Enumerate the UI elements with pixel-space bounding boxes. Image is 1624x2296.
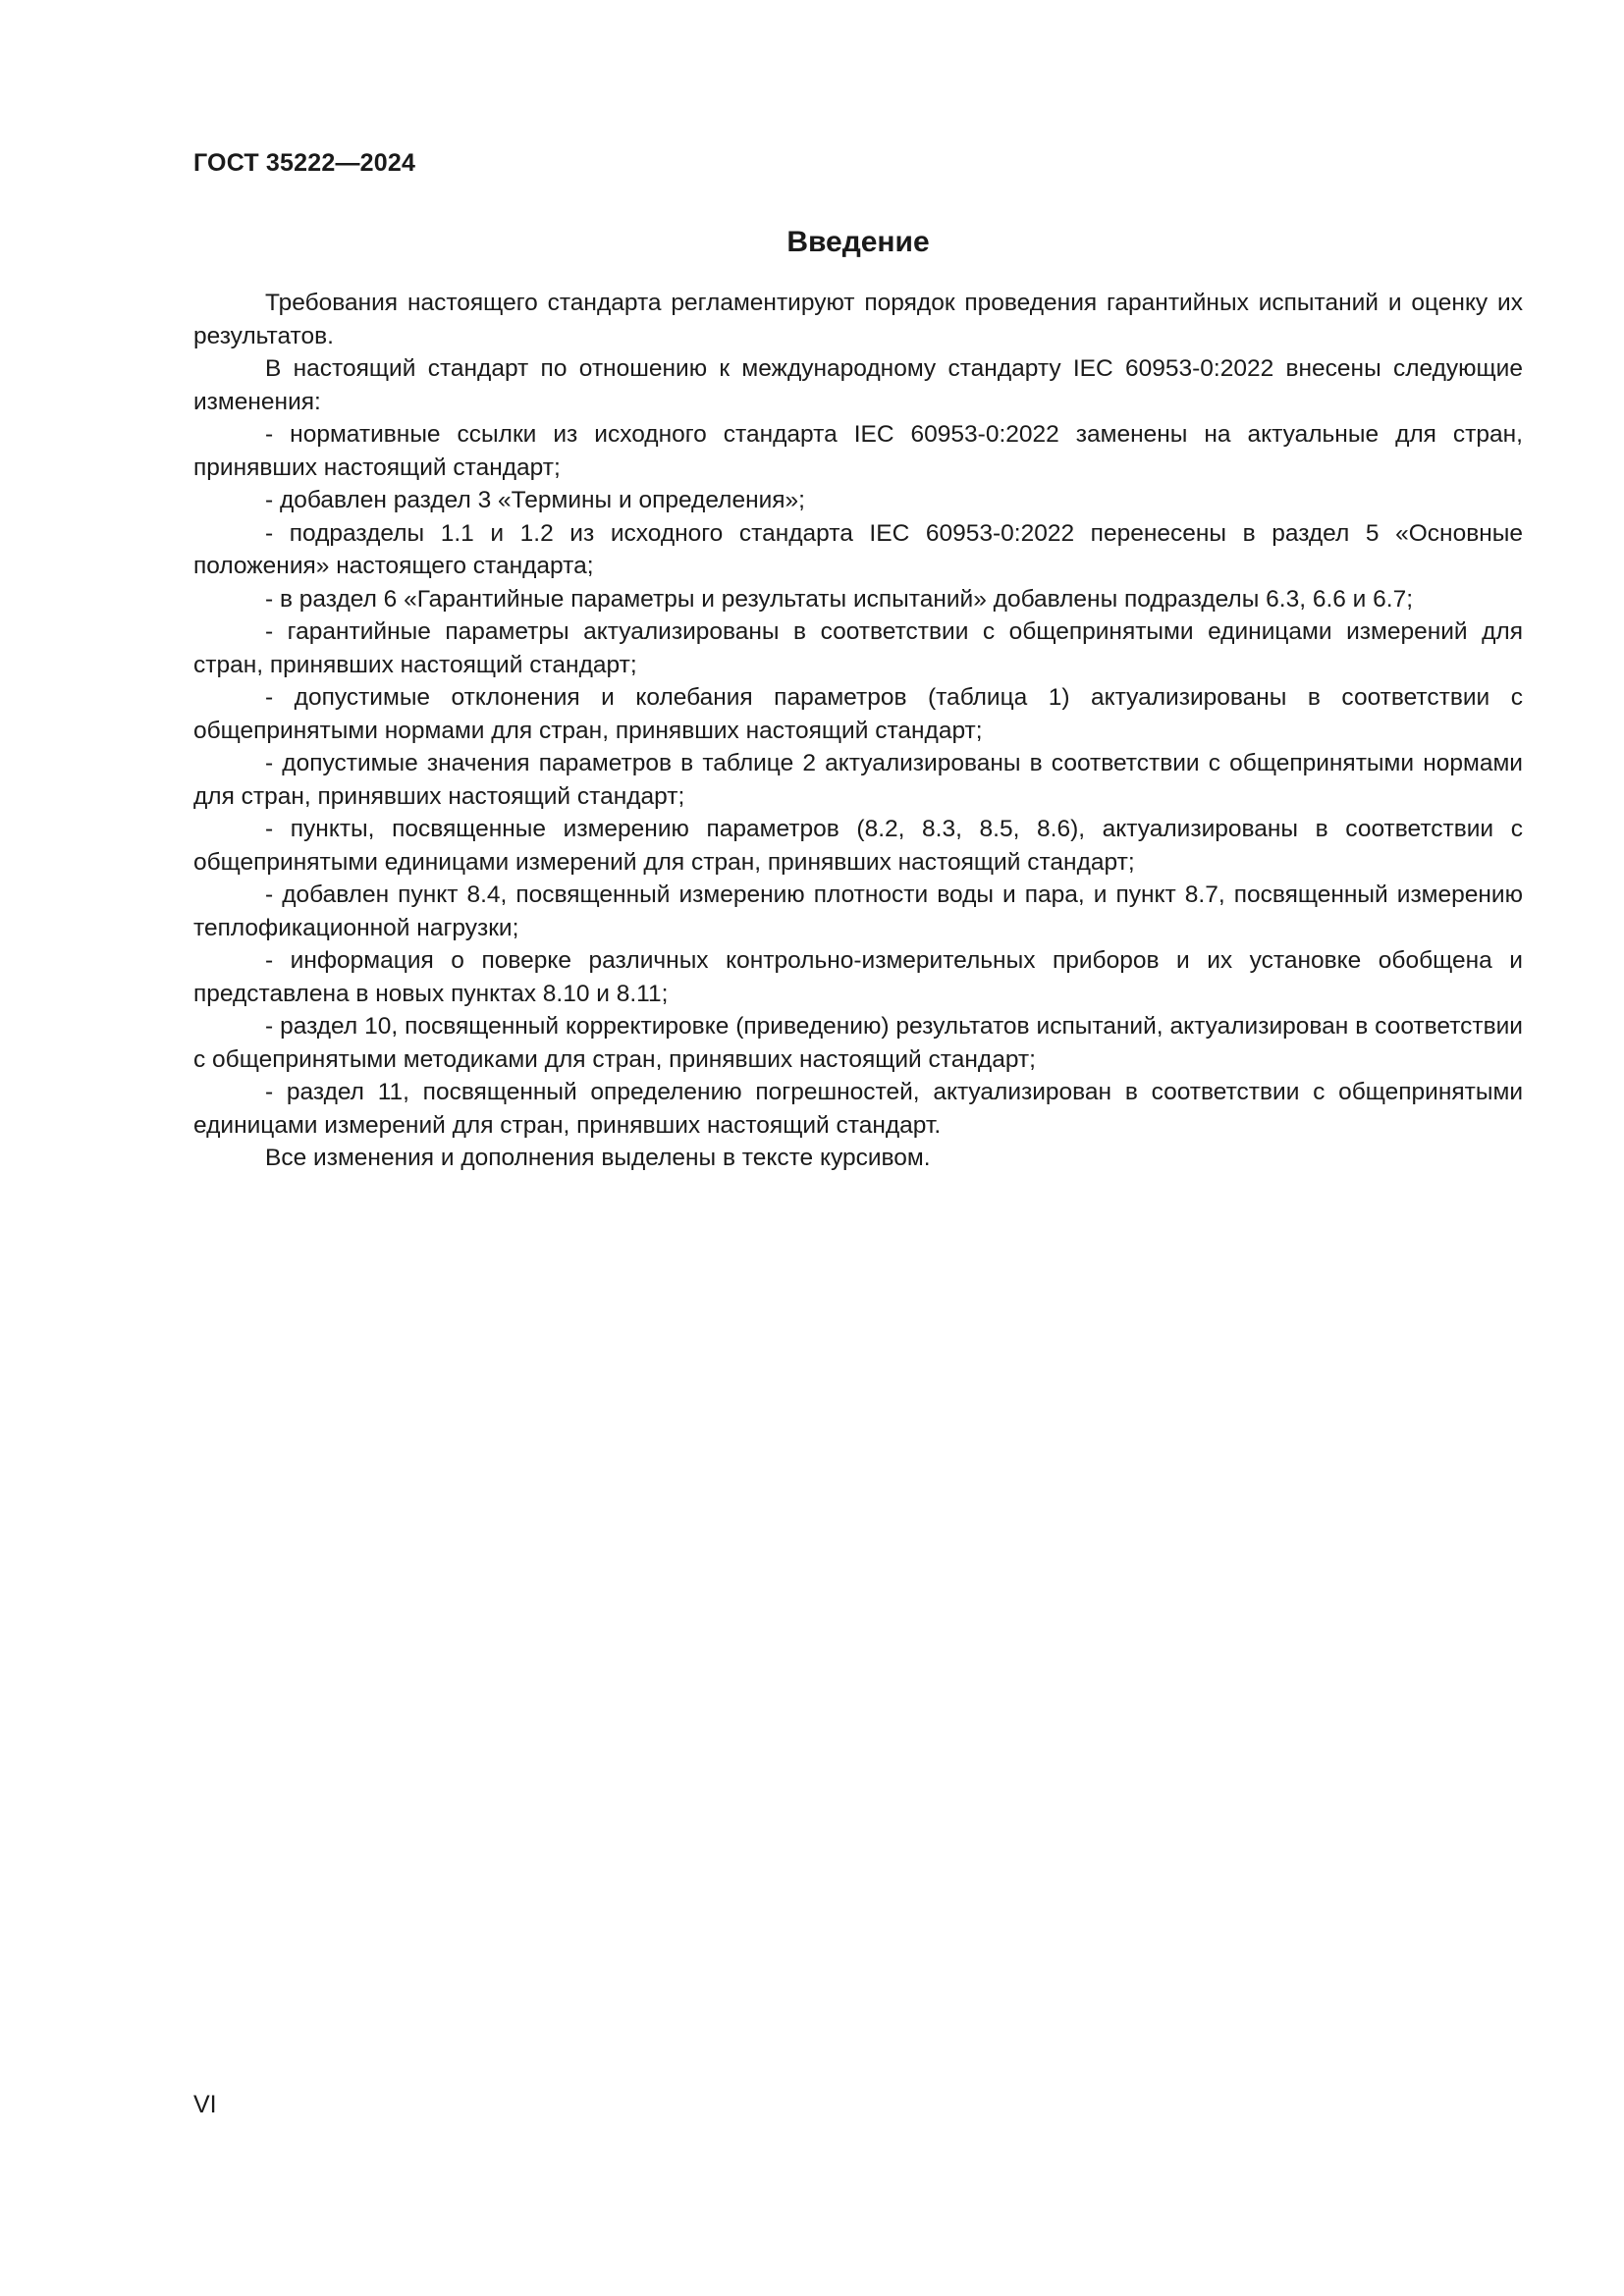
list-item: - подразделы 1.1 и 1.2 из исходного стандарта IEC 60953-0:2022 перенесены в раздел 5 «Основные положения» настоящего стандарта; xyxy=(193,519,1523,579)
list-item: - добавлен раздел 3 «Термины и определения»; xyxy=(265,487,805,513)
list-item: - в раздел 6 «Гарантийные параметры и результаты испытаний» добавлены подразделы 6.3, 6.6 и 6.7; xyxy=(265,585,1414,613)
list-item: - раздел 11, посвященный определению погрешностей, актуализирован в соответствии с общепринятыми единицами измерений для стран, принявших настоящий стандарт. xyxy=(193,1079,1523,1139)
list-item: - нормативные ссылки из исходного стандарта IEC 60953-0:2022 заменены на актуальные для стран, принявших настоящий стандарт; xyxy=(193,421,1523,481)
introduction-body xyxy=(193,287,1523,1175)
paragraph: В настоящий стандарт по отношению к международному стандарту IEC 60953-0:2022 внесены следующие изменения: xyxy=(193,355,1523,415)
standard-code-header: ГОСТ 35222—2024 xyxy=(193,149,416,177)
list-item: - допустимые отклонения и колебания параметров (таблица 1) актуализированы в соответствии с общепринятыми нормами для стран, принявших настоящий стандарт; xyxy=(193,684,1523,744)
paragraph: Все изменения и дополнения выделены в тексте курсивом. xyxy=(265,1145,931,1171)
list-item: - добавлен пункт 8.4, посвященный измерению плотности воды и пара, и пункт 8.7, посвященный измерению теплофикационной нагрузки; xyxy=(193,881,1523,941)
list-item: - раздел 10, посвященный корректировке (приведению) результатов испытаний, актуализирован в соответствии с общепринятыми методиками для стран, принявших настоящий стандарт; xyxy=(193,1013,1523,1073)
page-number: VI xyxy=(193,2091,217,2118)
list-item: - допустимые значения параметров в таблице 2 актуализированы в соответствии с общепринятыми нормами для стран, принявших настоящий стандарт; xyxy=(193,750,1523,810)
section-title: Введение xyxy=(786,226,930,258)
paragraph: Требования настоящего стандарта регламентируют порядок проведения гарантийных испытаний и оценку их результатов. xyxy=(193,290,1523,349)
list-item: - пункты, посвященные измерению параметров (8.2, 8.3, 8.5, 8.6), актуализированы в соответствии с общепринятыми единицами измерений для стран, принявших настоящий стандарт; xyxy=(193,816,1523,876)
list-item: - гарантийные параметры актуализированы в соответствии с общепринятыми единицами измерений для стран, принявших настоящий стандарт; xyxy=(193,618,1523,678)
list-item: - информация о поверке различных контрольно-измерительных приборов и их установке обобщена и представлена в новых пунктах 8.10 и 8.11; xyxy=(193,947,1523,1007)
